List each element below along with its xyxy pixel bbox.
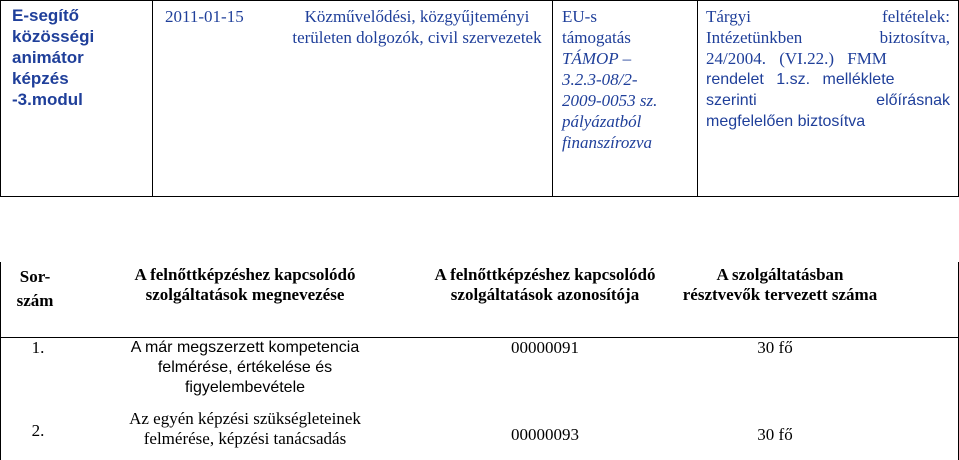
top-table-divider: [552, 0, 553, 197]
participant-count: 30 fő: [757, 338, 793, 357]
service-name: Az egyén képzési szükségleteinek felmérése, képzési tanácsadás: [129, 409, 361, 448]
row-number: 2.: [31, 421, 45, 440]
conditions-text: Tárgyi: [706, 7, 752, 26]
funding-line: 2009-0053 sz.: [562, 91, 658, 110]
conditions-text: biztosítva,: [879, 28, 950, 47]
row-number: 1.: [31, 338, 45, 357]
conditions-text: 24/2004. (VI.22.) FMM: [706, 49, 887, 68]
service-name: A már megszerzett kompetencia felmérése, értékelése és figyelembevétele: [130, 339, 360, 396]
service-id: 00000093: [511, 425, 579, 444]
conditions-text: rendelet 1.sz. melléklete: [706, 71, 895, 88]
top-table-divider: [152, 0, 153, 197]
top-table-left-border: [0, 0, 1, 197]
funding-info: [562, 6, 694, 153]
funding-line: pályázatból: [562, 112, 642, 131]
funding-line: EU-s: [562, 7, 597, 26]
conditions-text: feltételek:: [882, 7, 950, 26]
header-row-number: Sor-szám: [16, 267, 54, 310]
top-table-top-border: [0, 0, 959, 1]
conditions-text: előírásnak: [876, 92, 950, 109]
funding-line: 3.2.3-08/2-: [562, 70, 638, 89]
participant-count: 30 fő: [757, 425, 793, 444]
conditions-text: szerinti: [706, 92, 757, 109]
funding-line: TÁMOP –: [562, 49, 632, 68]
target-group: Közművelődési, közgyűjteményi területen dolgozók, civil szervezetek: [292, 7, 542, 47]
header-service-id: A felnőttképzéshez kapcsolódó szolgáltatások azonosítója: [434, 265, 656, 304]
funding-line: támogatás: [562, 28, 631, 47]
top-table-divider: [697, 0, 698, 197]
conditions-text: Intézetünkben: [706, 28, 803, 47]
date: 2011-01-15: [165, 7, 244, 26]
funding-line: finanszírozva: [562, 133, 653, 152]
header-service-name: A felnőttképzéshez kapcsolódó szolgáltatások megnevezése: [134, 265, 356, 304]
table-left-border: [0, 262, 1, 460]
conditions-text: megfelelően biztosítva: [706, 113, 866, 130]
module-name: E-segítő közösségi animátor képzés -3.modul: [12, 6, 95, 109]
material-conditions: [706, 6, 950, 132]
service-id: 00000091: [511, 338, 579, 357]
header-participant-count: A szolgáltatásban résztvevők tervezett száma: [682, 265, 878, 304]
top-table-bottom-border: [0, 196, 959, 197]
